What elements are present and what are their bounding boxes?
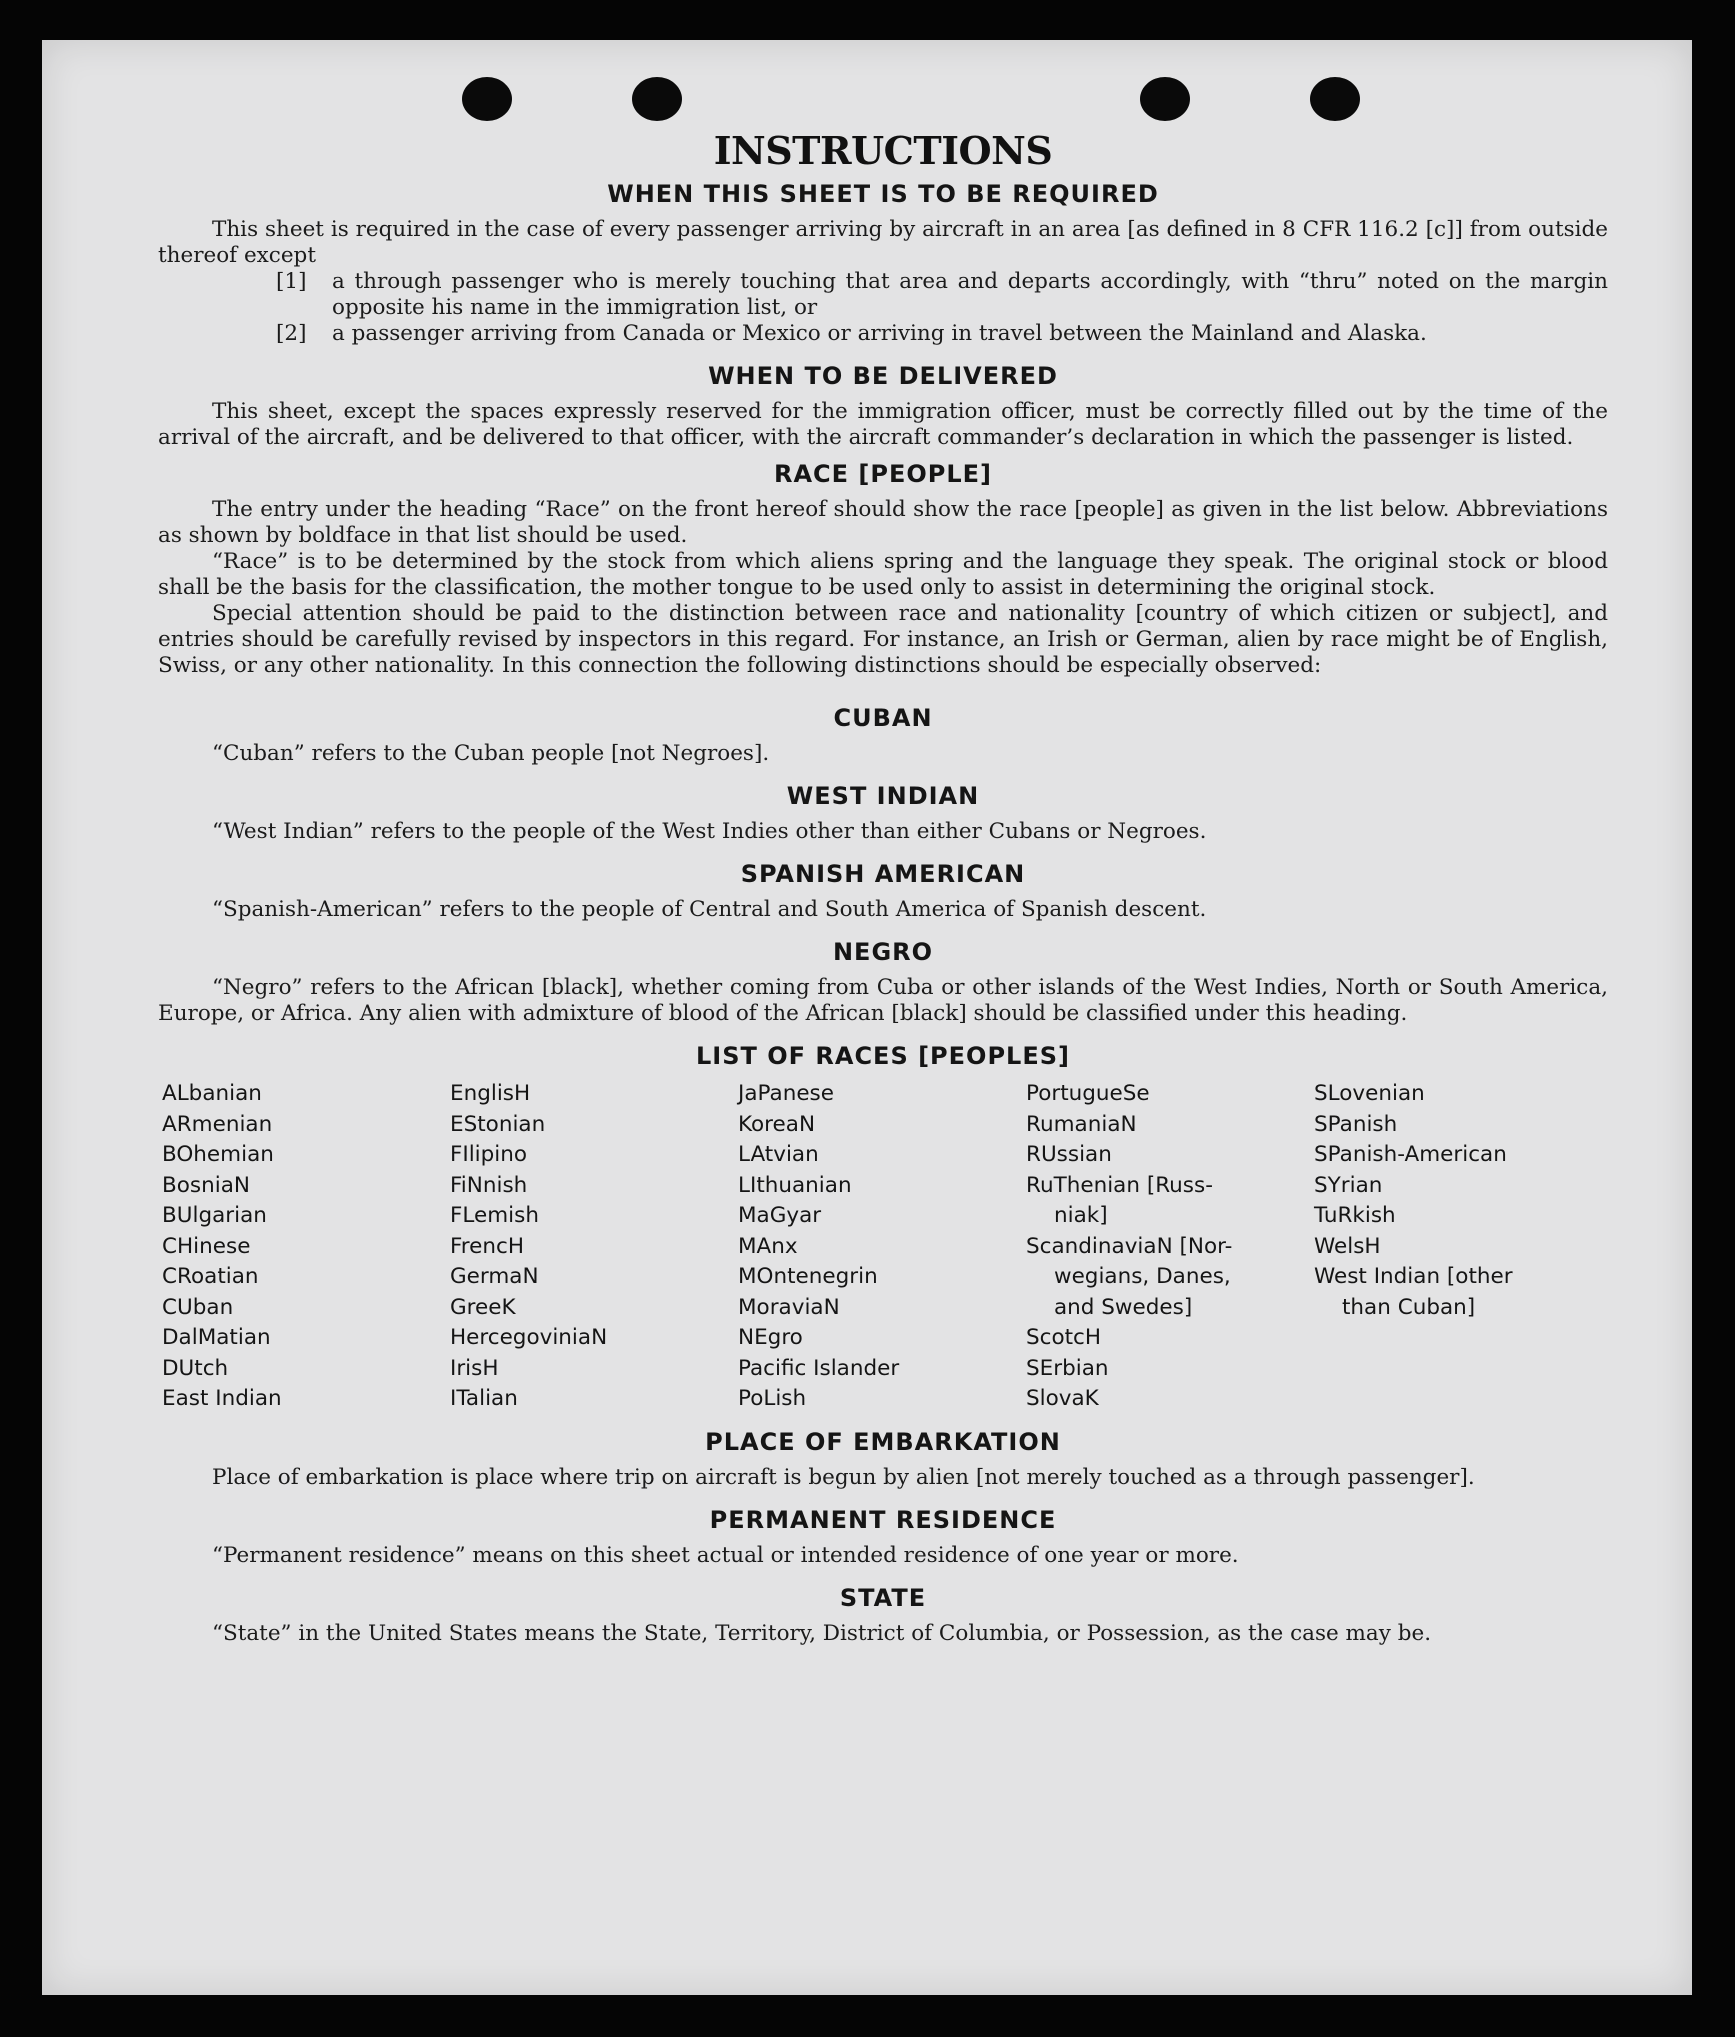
race-entry: niak] — [1054, 1203, 1108, 1228]
west-indian-text: “West Indian” refers to the people of the West Indies other than either Cubans or Negroes. — [212, 819, 1207, 844]
race-paragraph-2: “Race” is to be determined by the stock from which aliens spring and the language they speak. The original stock or blood shall be the basis for the classification, the mother tongue to be used only to assist in determining the original stock. — [158, 549, 1608, 600]
when-delivered-text: This sheet, except the spaces expressly reserved for the immigration officer, must be correctly filled out by the time of the arrival of the aircraft, and be delivered to that officer, with the aircraft commander’s declaration in which the passenger is listed. — [158, 399, 1608, 450]
page-title: INSTRUCTIONS — [713, 128, 1053, 173]
item-text: a passenger arriving from Canada or Mexico or arriving in travel between the Mainland and Alaska. — [332, 321, 1427, 346]
item-number: [1] — [276, 269, 307, 294]
race-column — [162, 1079, 450, 1415]
exception-item — [158, 321, 1608, 347]
race-entry: East Indian — [162, 1386, 282, 1411]
race-entry: SPanish — [1314, 1111, 1398, 1137]
race-entry: and Swedes] — [1054, 1294, 1193, 1320]
race-entry: EnglisH — [450, 1081, 531, 1106]
race-column — [738, 1079, 1026, 1415]
item-number: [2] — [276, 321, 307, 346]
race-entry: RumaniaN — [1026, 1111, 1137, 1137]
heading-spanish-american: SPANISH AMERICAN — [740, 860, 1026, 888]
punch-hole — [1140, 77, 1190, 121]
race-entry: NEgro — [738, 1325, 803, 1350]
race-entry: ALbanian — [162, 1081, 262, 1106]
race-entry: FIlipino — [450, 1142, 528, 1167]
race-entry: LIthuanian — [738, 1172, 852, 1198]
heading-cuban: CUBAN — [833, 704, 933, 732]
race-entry: DalMatian — [162, 1325, 271, 1350]
race-entry: SlovaK — [1026, 1386, 1099, 1411]
instructions-content — [158, 128, 1608, 1647]
race-entry: RuThenian [Russ- — [1026, 1172, 1213, 1198]
race-entry: GreeK — [450, 1294, 516, 1320]
race-entry: CRoatian — [162, 1264, 259, 1289]
race-entry: GermaN — [450, 1264, 539, 1289]
embarkation-text: Place of embarkation is place where trip on aircraft is begun by alien [not merely touched as a through passenger]. — [212, 1464, 1475, 1490]
race-column — [1314, 1079, 1602, 1415]
race-entry: SErbian — [1026, 1355, 1109, 1381]
race-entry: wegians, Danes, — [1054, 1264, 1231, 1289]
race-column — [1026, 1079, 1314, 1415]
race-entry: JaPanese — [738, 1081, 834, 1106]
race-entry: ScotcH — [1026, 1325, 1102, 1350]
race-entry: RUssian — [1026, 1142, 1112, 1167]
race-entry: West Indian [other — [1314, 1264, 1513, 1289]
heading-place-of-embarkation: PLACE OF EMBARKATION — [705, 1427, 1061, 1456]
heading-race: RACE [PEOPLE] — [773, 460, 993, 488]
race-entry: CHinese — [162, 1233, 251, 1259]
race-entry: than Cuban] — [1342, 1294, 1476, 1320]
punch-hole — [1310, 77, 1360, 121]
spanish-american-text: “Spanish-American” refers to the people of Central and South America of Spanish descent. — [212, 897, 1207, 922]
race-entry: ARmenian — [162, 1111, 273, 1137]
residence-text: “Permanent residence” means on this sheet actual or intended residence of one year or more. — [212, 1542, 1239, 1568]
race-entry: MOntenegrin — [738, 1264, 878, 1289]
document-sheet — [42, 40, 1692, 1995]
negro-text: “Negro” refers to the African [black], whether coming from Cuba or other islands of the West Indies, North or South America, Europe, or Africa. Any alien with admixture of blood of the African [black] should be classified under this heading. — [158, 975, 1608, 1026]
race-entry: DUtch — [162, 1355, 229, 1381]
race-entry: FiNnish — [450, 1172, 528, 1198]
race-entry: WelsH — [1314, 1233, 1381, 1259]
race-entry: ScandinaviaN [Nor- — [1026, 1233, 1233, 1259]
heading-negro: NEGRO — [832, 938, 934, 966]
race-entry: MoraviaN — [738, 1294, 840, 1320]
race-column — [450, 1079, 738, 1415]
heading-state: STATE — [839, 1583, 927, 1612]
race-entry: PoLish — [738, 1386, 807, 1411]
heading-west-indian: WEST INDIAN — [786, 782, 980, 810]
race-entry: MaGyar — [738, 1203, 822, 1228]
race-entry: SYrian — [1314, 1172, 1383, 1198]
race-entry: Pacific Islander — [738, 1355, 900, 1381]
race-entry: FLemish — [450, 1203, 539, 1228]
state-text: “State” in the United States means the State, Territory, District of Columbia, or Possession, as the case may be. — [212, 1620, 1432, 1646]
item-text: a through passenger who is merely touching that area and departs accordingly, with “thru” noted on the margin opposite his name in the immigration list, or — [332, 269, 1608, 320]
race-entry: CUban — [162, 1294, 234, 1320]
punch-hole — [632, 77, 682, 121]
race-entry: MAnx — [738, 1233, 798, 1259]
cuban-text: “Cuban” refers to the Cuban people [not Negroes]. — [212, 741, 770, 766]
race-entry: ITalian — [450, 1386, 518, 1411]
race-entry: FrencH — [450, 1233, 525, 1259]
heading-when-required: WHEN THIS SHEET IS TO BE REQUIRED — [607, 180, 1159, 208]
race-paragraph-1: The entry under the heading “Race” on the front hereof should show the race [people] as given in the list below. Abbreviations as shown by boldface in that list should be used. — [158, 497, 1608, 548]
race-paragraph-3: Special attention should be paid to the distinction between race and nationality [country of which citizen or subject], and entries should be carefully revised by inspectors in this regard. For instance, an Irish or German, alien by race might be of English, Swiss, or any other nationality. In this connection the following distinctions should be especially observed: — [158, 601, 1608, 678]
race-entry: BOhemian — [162, 1142, 274, 1167]
race-entry: HercegoviniaN — [450, 1325, 608, 1350]
race-entry: LAtvian — [738, 1142, 819, 1167]
heading-list-of-races: LIST OF RACES [PEOPLES] — [696, 1042, 1070, 1070]
punch-hole — [462, 77, 512, 121]
race-entry: BUlgarian — [162, 1203, 267, 1228]
when-required-intro: This sheet is required in the case of every passenger arriving by aircraft in an area [as defined in 8 CFR 116.2 [c]] from outside thereof except — [158, 217, 1608, 268]
race-entry: KoreaN — [738, 1111, 816, 1137]
race-entry: BosniaN — [162, 1172, 250, 1198]
race-entry: IrisH — [450, 1355, 499, 1381]
race-entry: SLovenian — [1314, 1081, 1425, 1106]
exception-item — [158, 269, 1608, 321]
heading-when-delivered: WHEN TO BE DELIVERED — [708, 362, 1058, 390]
race-entry: EStonian — [450, 1111, 546, 1137]
race-entry: PortugueSe — [1026, 1081, 1150, 1106]
race-entry: TuRkish — [1314, 1203, 1396, 1228]
heading-permanent-residence: PERMANENT RESIDENCE — [709, 1505, 1057, 1534]
race-list — [162, 1079, 1608, 1415]
race-entry: SPanish-American — [1314, 1142, 1507, 1167]
